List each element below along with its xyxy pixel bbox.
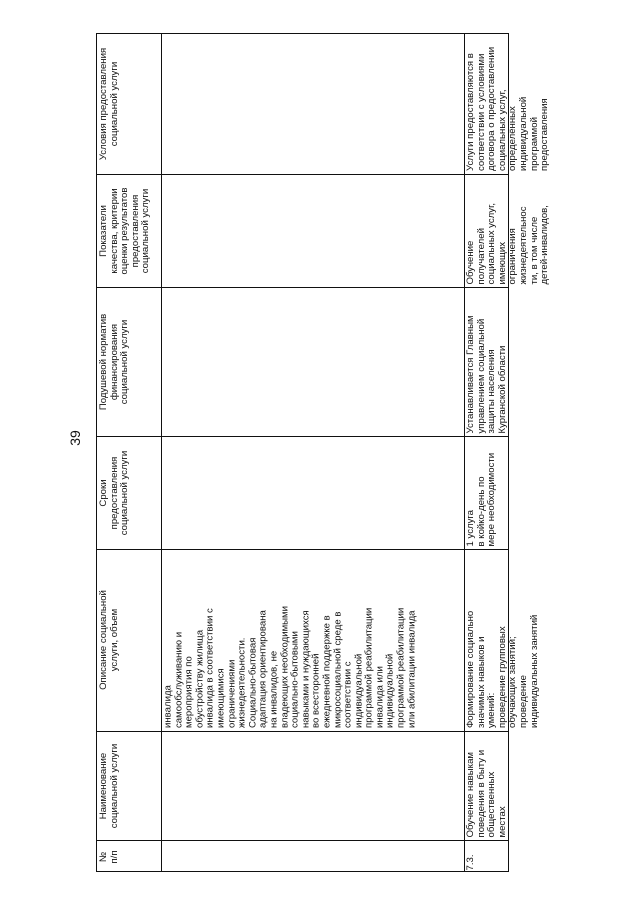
page-number: 39	[66, 430, 83, 446]
row-7-3-conditions: Услуги предоставляются в соответствии с условиями договора о предоставлении социальных услуг, определённых индивидуальной программой предоставления	[465, 46, 551, 171]
header-num: № п/п	[98, 849, 120, 864]
header-conditions: Условия предоставления социальной услуги	[98, 47, 120, 161]
header-name: Наименование социальной услуги	[98, 743, 120, 828]
header-desc: Описание социальной услуги, объем	[98, 590, 120, 690]
row-7-3-norm: Устанавливается Главным управлением социальной защиты населения Курганской области	[465, 314, 508, 433]
header-norm: Подушевой норматив финансирования социальной услуги	[98, 313, 131, 410]
services-table	[96, 33, 551, 872]
row-7-3-name: Обучение навыкам поведения в быту и общественных местах	[465, 749, 508, 837]
row-7-3-num: 7.3.	[465, 853, 476, 870]
prev-row-description: инвалида самообслуживанию и мероприятия по обустройству жилища инвалида в соответствии с имеющимися ограничениями жизнедеятельности. Социально-бытовая адаптация ориентирована на инвалидов, не владеющих необходимыми социально-бытовыми навыками и нуждающихся во всесторонней ежедневной поддержке в микросоциальной среде в соответствии с индивидуальной программой реабилитации инвалида или индивидуальной программой реабилитации или абилитации инвалида	[162, 605, 417, 728]
header-terms: Сроки предоставления социальной услуги	[98, 450, 131, 535]
row-divider-header	[161, 34, 162, 871]
header-indicators: Показатели качества, критерии оценки результатов предоставления социальной услуги	[98, 187, 152, 274]
row-7-3-description: Формирование социально значимых навыков и умений: проведение групповых обучающих занятий; проведение индивидуальных занятий	[465, 610, 540, 728]
row-7-3-terms: 1 услуга в койко-день по мере необходимости	[465, 452, 498, 546]
row-7-3-indicators: Обучение получателей социальных услуг, имеющих ограничения жизнедеятельнос ти, в том числе детей-инвалидов,	[465, 202, 551, 284]
